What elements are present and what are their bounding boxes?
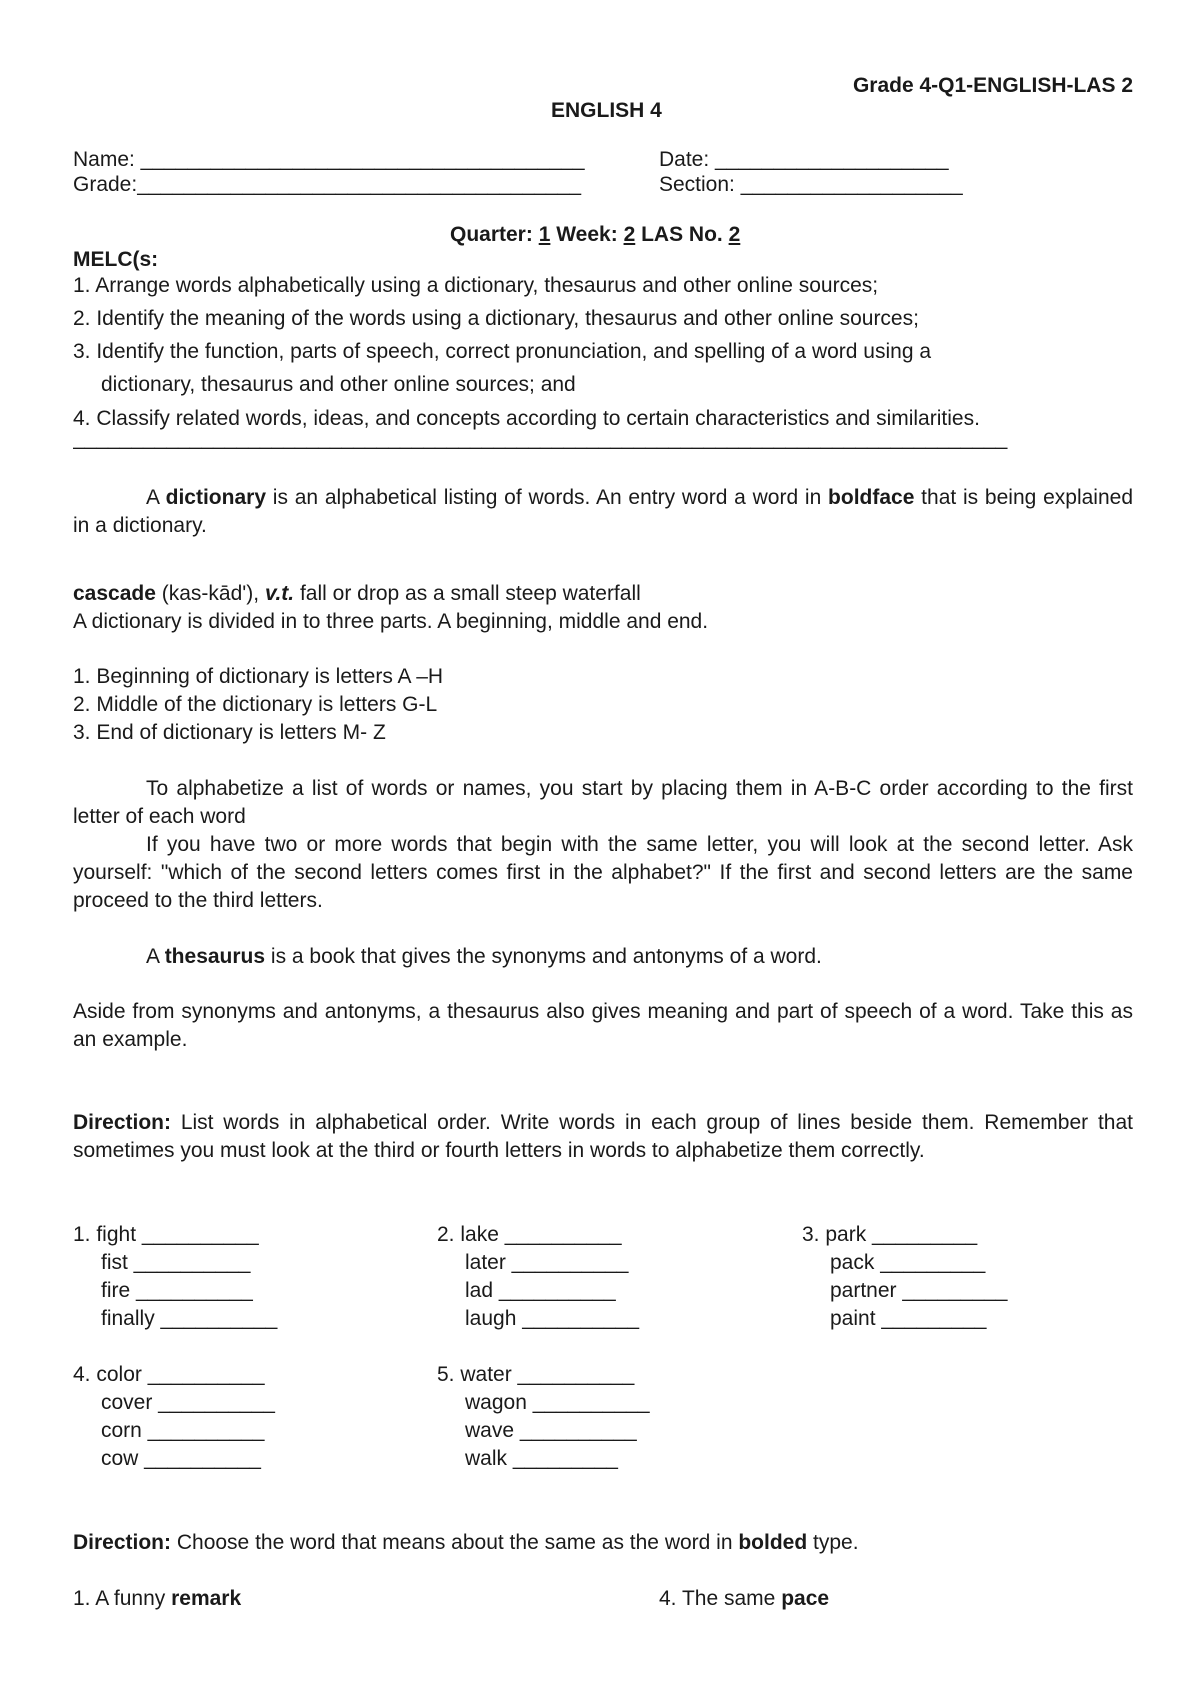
boldface-term: boldface — [828, 486, 915, 509]
alphabetize-paragraph-2: If you have two or more words that begin with the same letter, you will look at the second letter. Ask yourself: "which of the second letters comes first in the alphabet?" If the first and second letters are the same proceed to the third letters. — [73, 833, 1133, 912]
word-item[interactable]: pack _________ — [830, 1251, 986, 1274]
question-item-4: 4. The same pace — [659, 1587, 830, 1610]
section-field-label: Section: ___________________ — [659, 173, 963, 196]
las-value: 2 — [728, 223, 741, 246]
entry-word: cascade — [73, 582, 156, 605]
worksheet-page — [73, 0, 1133, 1698]
word-item[interactable]: corn __________ — [101, 1419, 265, 1442]
word-group-2 — [437, 1221, 639, 1333]
thesaurus-paragraph: A thesaurus is a book that gives the synonyms and antonyms of a word. — [146, 945, 822, 968]
word-item[interactable]: 3. park _________ — [802, 1223, 978, 1246]
word-item[interactable]: cover __________ — [101, 1391, 275, 1414]
melc-title: MELC(s: — [73, 248, 159, 271]
thesaurus-paragraph-2: Aside from synonyms and antonyms, a thesaurus also gives meaning and part of speech of a word. Take this as an example. — [73, 1000, 1133, 1051]
direction-label: Direction: — [73, 1531, 172, 1554]
exercise2-direction: Direction: Choose the word that means about the same as the word in bolded type. — [73, 1531, 859, 1554]
entry-definition: fall or drop as a small steep waterfall — [294, 582, 641, 605]
date-field-label: Date: ____________________ — [659, 148, 949, 171]
word-group-1 — [73, 1221, 277, 1333]
question-keyword: pace — [781, 1587, 830, 1610]
grade-field-label: Grade:______________________________________ — [73, 173, 582, 196]
word-group-5 — [437, 1361, 650, 1473]
dictionary-paragraph: A dictionary is an alphabetical listing of words. An entry word a word in boldface that is being explained in a dictionary. — [73, 486, 1133, 537]
exercise1-direction: Direction: List words in alphabetical order. Write words in each group of lines beside them. Remember that sometimes you must look at the third or fourth letters in words to alphabetize them correctly. — [73, 1111, 1133, 1162]
entry-pronunciation: (kas-kād'), — [155, 582, 265, 605]
quarter-label: Quarter: — [450, 223, 533, 246]
word-item[interactable]: paint _________ — [830, 1307, 987, 1330]
word-group-4 — [73, 1361, 275, 1473]
word-item[interactable]: 2. lake __________ — [437, 1223, 622, 1246]
week-label: Week: — [556, 223, 618, 246]
quarter-value: 1 — [538, 223, 551, 246]
dictionary-part: 3. End of dictionary is letters M- Z — [73, 721, 386, 744]
word-item[interactable]: 5. water __________ — [437, 1363, 635, 1386]
melc-item: 2. Identify the meaning of the words using a dictionary, thesaurus and other online sources; — [73, 307, 919, 330]
word-group-3 — [802, 1221, 1008, 1333]
entry-part-of-speech: v.t. — [264, 582, 295, 605]
word-item[interactable]: walk _________ — [465, 1447, 618, 1470]
separator-line: ________________________________________________________________________________ — [73, 427, 1008, 450]
thesaurus-term: thesaurus — [164, 945, 266, 968]
question-keyword: remark — [171, 1587, 242, 1610]
word-item[interactable]: 4. color __________ — [73, 1363, 265, 1386]
word-item[interactable]: fire __________ — [101, 1279, 253, 1302]
dictionary-parts-intro: A dictionary is divided in to three parts. A beginning, middle and end. — [73, 610, 709, 633]
quarter-week-line — [450, 221, 740, 249]
word-item[interactable]: 1. fight __________ — [73, 1223, 259, 1246]
week-value: 2 — [623, 223, 636, 246]
word-item[interactable]: laugh __________ — [465, 1307, 640, 1330]
question-item-1: 1. A funny remark — [73, 1587, 242, 1610]
dictionary-entry-example — [73, 580, 641, 608]
name-field-label: Name: ______________________________________ — [73, 148, 585, 171]
dictionary-part: 2. Middle of the dictionary is letters G-L — [73, 693, 438, 716]
dictionary-term: dictionary — [165, 486, 266, 509]
melc-item-continuation: dictionary, thesaurus and other online sources; and — [101, 373, 576, 396]
word-item[interactable]: finally __________ — [101, 1307, 278, 1330]
melc-item: 3. Identify the function, parts of speech, correct pronunciation, and spelling of a word using a — [73, 340, 932, 363]
word-item[interactable]: wave __________ — [465, 1419, 637, 1442]
bolded-term: bolded — [738, 1531, 808, 1554]
word-item[interactable]: fist __________ — [101, 1251, 251, 1274]
word-item[interactable]: wagon __________ — [465, 1391, 650, 1414]
alphabetize-paragraph-1: To alphabetize a list of words or names, you start by placing them in A-B-C order according to the first letter of each word — [73, 777, 1133, 828]
melc-item: 4. Classify related words, ideas, and concepts according to certain characteristics and similarities. — [73, 407, 980, 430]
word-item[interactable]: lad __________ — [465, 1279, 616, 1302]
melc-item: 1. Arrange words alphabetically using a dictionary, thesaurus and other online sources; — [73, 274, 879, 297]
subject-title: ENGLISH 4 — [551, 99, 662, 122]
word-item[interactable]: partner _________ — [830, 1279, 1008, 1302]
word-item[interactable]: cow __________ — [101, 1447, 261, 1470]
las-label: LAS No. — [641, 223, 723, 246]
direction-label: Direction: — [73, 1111, 172, 1134]
word-item[interactable]: later __________ — [465, 1251, 629, 1274]
dictionary-part: 1. Beginning of dictionary is letters A –H — [73, 665, 444, 688]
document-code: Grade 4-Q1-ENGLISH-LAS 2 — [852, 74, 1133, 97]
